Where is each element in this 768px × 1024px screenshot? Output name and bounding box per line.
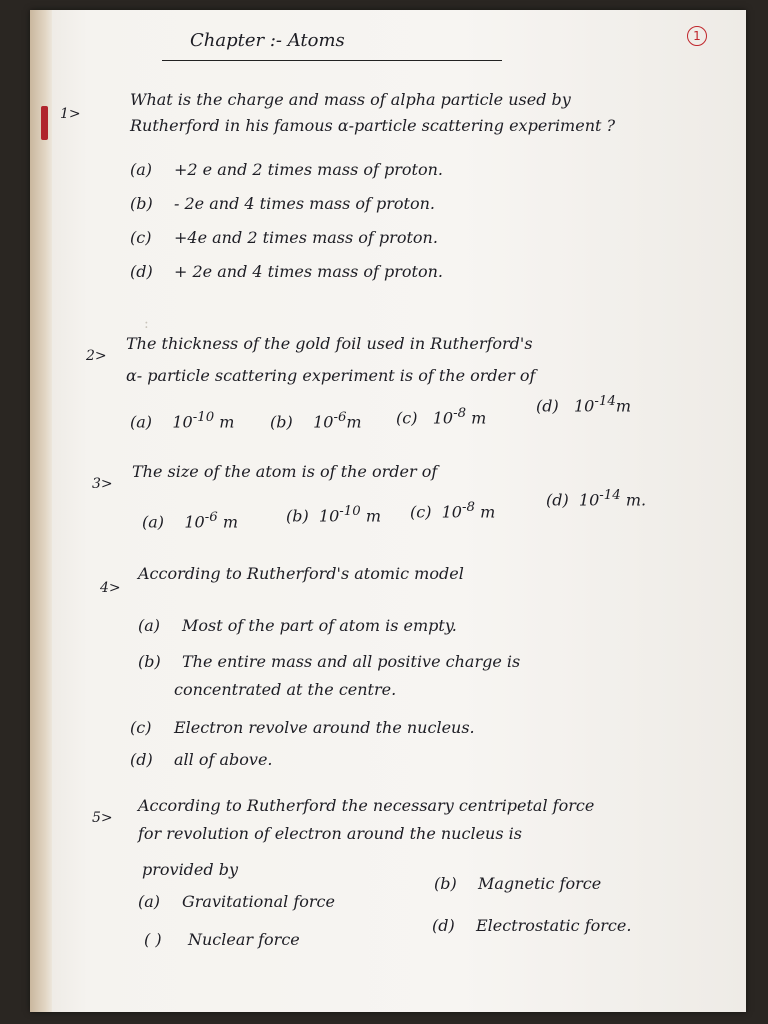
question-2-number: 2> (86, 348, 107, 364)
question-4-option-c: (c) Electron revolve around the nucleus. (130, 718, 475, 737)
question-5-option-d: (d) Electrostatic force. (432, 916, 632, 935)
question-2-text-line-2: α- particle scattering experiment is of the order of (126, 366, 536, 385)
question-1-text-line-1: What is the charge and mass of alpha particle used by (130, 90, 571, 109)
question-3-option-c: (c) $10^{-8}$ m (410, 500, 496, 522)
question-4-option-b-line-2: concentrated at the centre. (174, 680, 397, 699)
question-3-option-b: (b) $10^{-10}$ m (286, 504, 381, 526)
notebook-page (30, 10, 746, 1012)
question-5-option-a: (a) Gravitational force (138, 892, 335, 911)
notebook-binding (30, 10, 52, 1012)
chapter-title: Chapter :- Atoms (190, 30, 345, 51)
question-3-text-line-1: The size of the atom is of the order of (132, 462, 438, 481)
question-2-option-d: (d) $10^{-14}m$ (536, 394, 631, 416)
question-5-option-b: (b) Magnetic force (434, 874, 602, 893)
question-5-text-line-2: for revolution of electron around the nucleus is (138, 824, 522, 843)
question-1-option-a: (a) +2 e and 2 times mass of proton. (130, 160, 443, 179)
question-3-option-d: (d) $10^{-14}$ m. (546, 488, 647, 510)
question-4-number: 4> (100, 580, 121, 596)
stray-colon-mark: : (144, 316, 149, 332)
question-2-option-a: (a) $10^{-10}$ m (130, 410, 235, 432)
question-3-option-a: (a) $10^{-6}$ m (142, 510, 238, 532)
question-5-text-line-3: provided by (142, 860, 238, 879)
red-margin-mark (41, 106, 48, 140)
question-4-option-d: (d) all of above. (130, 750, 273, 769)
question-5-number: 5> (92, 810, 113, 826)
question-3-number: 3> (92, 476, 113, 492)
question-1-option-b: (b) - 2e and 4 times mass of proton. (130, 194, 435, 213)
question-1-option-d: (d) + 2e and 4 times mass of proton. (130, 262, 443, 281)
question-1-number: 1> (60, 106, 81, 122)
question-1-option-c: (c) +4e and 2 times mass of proton. (130, 228, 438, 247)
title-underline (162, 60, 502, 61)
question-2-text-line-1: The thickness of the gold foil used in Rutherford's (126, 334, 533, 353)
question-4-text-line-1: According to Rutherford's atomic model (138, 564, 464, 583)
question-1-text-line-2: Rutherford in his famous α-particle scattering experiment ? (130, 116, 616, 135)
question-4-option-a: (a) Most of the part of atom is empty. (138, 616, 457, 635)
question-5-option-c: ( ) Nuclear force (144, 930, 300, 949)
page-number-circle: 1 (687, 26, 707, 46)
question-2-option-c: (c) $10^{-8}$ m (396, 406, 487, 428)
question-5-text-line-1: According to Rutherford the necessary centripetal force (138, 796, 595, 815)
question-4-option-b: (b) The entire mass and all positive charge is (138, 652, 521, 671)
question-2-option-b: (b) $10^{-6}m$ (270, 410, 362, 432)
